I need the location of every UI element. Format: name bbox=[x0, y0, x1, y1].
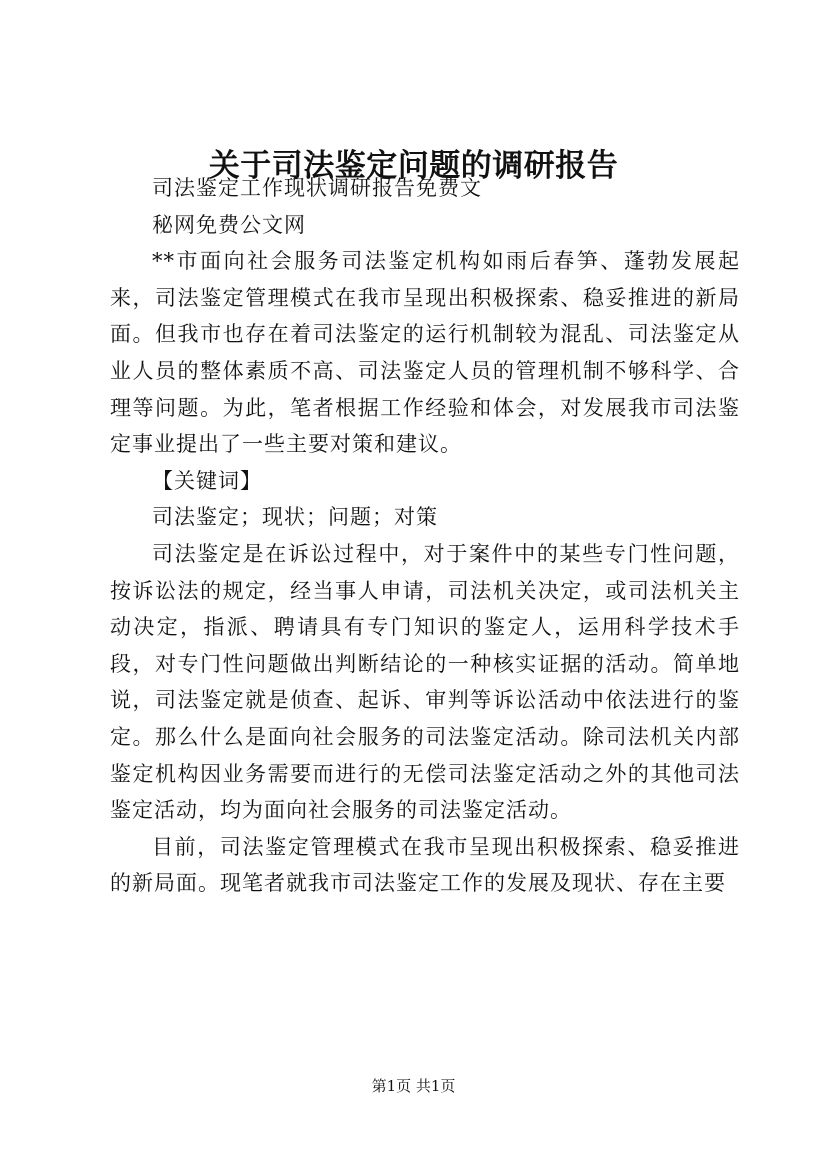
page-footer: 第1页 共1页 bbox=[371, 1077, 456, 1095]
paragraph-keywords-heading: 【关键词】 bbox=[152, 468, 262, 493]
paragraph-keywords: 司法鉴定；现状；问题；对策 bbox=[152, 505, 438, 530]
paragraph-subtitle: 司法鉴定工作现状调研报告免费文 bbox=[152, 176, 482, 200]
paragraph-source: 秘网免费公文网 bbox=[152, 212, 306, 237]
paragraph-definition: 司法鉴定是在诉讼过程中，对于案件中的某些专门性问题，按诉讼法的规定，经当事人申请，司法机关决定，或司法机关主动决定，指派、聘请具有专门知识的鉴定人，运用科学技术手段，对专门性问题做出判断结论的一种核实证据的活动。简单地说，司法鉴定就是侦查、起诉、审判等诉讼活动中依法进行的鉴定。那么什么是面向社会服务的司法鉴定活动。除司法机关内部鉴定机构因业务需要而进行的无偿司法鉴定活动之外的其他司法鉴定活动，均为面向社会服务的司法鉴定活动。 bbox=[110, 541, 740, 823]
paragraph-abstract: **市面向社会服务司法鉴定机构如雨后春笋、蓬勃发展起来，司法鉴定管理模式在我市呈现出积极探索、稳妥推进的新局面。但我市也存在着司法鉴定的运行机制较为混乱、司法鉴定从业人员的整体素质不高、司法鉴定人员的管理机制不够科学、合理等问题。为此，笔者根据工作经验和体会，对发展我市司法鉴定事业提出了一些主要对策和建议。 bbox=[110, 249, 740, 457]
paragraph-current: 目前，司法鉴定管理模式在我市呈现出积极探索、稳妥推进的新局面。现笔者就我市司法鉴定工作的发展及现状、存在主要 bbox=[110, 834, 740, 896]
document-body bbox=[110, 170, 740, 902]
document-title: 关于司法鉴定问题的调研报告 bbox=[208, 148, 619, 184]
